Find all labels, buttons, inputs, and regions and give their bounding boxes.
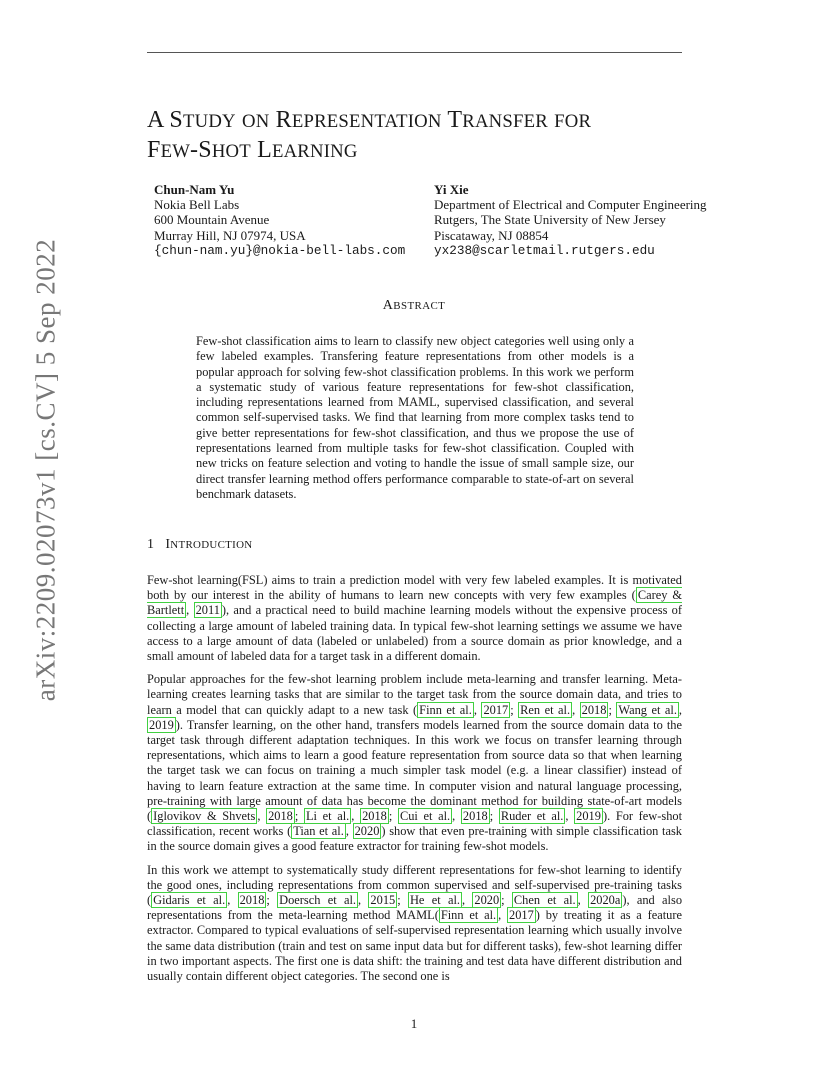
body-text <box>147 573 682 992</box>
citation-link[interactable]: 2018 <box>268 809 293 824</box>
citation-link[interactable]: 2018 <box>581 702 607 717</box>
citation-link[interactable]: 2020a <box>590 893 621 908</box>
citation-link[interactable]: Wang et al. <box>618 702 677 717</box>
author-block-2 <box>434 182 707 258</box>
author-affiliation-line: Department of Electrical and Computer Engineering <box>434 197 707 213</box>
section-heading <box>147 537 252 553</box>
author-name: Yi Xie <box>434 182 469 197</box>
abstract-text: Few-shot classification aims to learn to classify new object categories well using only a few labeled examples. Transfering feature representations from other models is a popular approach for solving few-shot classification problems. In this work we perform a systematic study of various feature representations for few-shot classification, including representations learned from MAML, supervised classification, and several common self-supervised tasks. We find that learning from more complex tasks tend to give better representations for few-shot classification, and thus we propose the use of representations learned from multiple tasks for few-shot classification. Coupled with new tricks on feature selection and voting to handle the issue of small sample size, our direct transfer learning method offers performance comparable to state-of-art on several benchmark datasets. <box>196 334 634 501</box>
paragraph: In this work we attempt to systematically study different representations for few-shot learning to identify the good ones, including representations from common supervised and self-supervised pre-training tasks ( Gidaris et al. , 2018 ; Doersch et al. , 2015 ; He et al. , 2020 ; Chen et al. , 2020a ), and also representations from the meta-learning method MAML( Finn et al. , 2017 ) by treating it as a feature extractor. Compared to typical evaluations of self-supervised representation learning which usually involve the same data distribution (train and test on same input data but for different tasks), few-shot learning differ in two important aspects. The first one is data shift: the training and test data have different distribution and usually contain different object categories. The second one is <box>147 862 683 984</box>
citation-link[interactable]: 2020 <box>354 824 380 839</box>
author-name: Chun-Nam Yu <box>154 182 235 197</box>
section-title: INTRODUCTION <box>165 537 253 552</box>
citation-link[interactable]: Tian et al. <box>293 824 344 839</box>
paragraph: Few-shot learning(FSL) aims to train a prediction model with very few labeled examples. It is motivated both by our interest in the ability of humans to learn new concepts with very few examples ( Carey & Bartlett , 2011 ), and a practical need to build machine learning models without the expensive process of collecting a large amount of labeled training data. In typical few-shot learning settings we assume we have access to a large amount of data (labeled or unlabeled) from a source domain as prior knowledge, and a small amount of labeled data for a target task in a different domain. <box>147 573 682 664</box>
paper-title-line-1: A STUDY ON REPRESENTATION TRANSFER FOR <box>147 107 592 133</box>
author-email: yx238@scarletmail.rutgers.edu <box>434 242 655 258</box>
paper-title-line-2: FEW-SHOT LEARNING <box>147 137 358 163</box>
citation-link[interactable]: 2018 <box>239 893 265 908</box>
paragraph: Popular approaches for the few-shot learning problem include meta-learning and transfer learning. Meta-learning creates learning tasks that are similar to the target task from the source domain data, and tries to learn a model that can quickly adapt to a new task ( Finn et al. , 2017 ; Ren et al. , 2018 ; Wang et al. , 2019 ). Transfer learning, on the other hand, transfers models learned from the source domain data to the target task through different adaptation techniques. In this work we focus on transfer learning through representations, which aims to learn a good feature representation from source data so that when learning the target task we can focus on training a much simpler task model (e.g. a linear classifier) instead of having to learn feature extraction at the same time. In computer vision and natural language processing, pre-training with large amount of data has become the dominant method for building state-of-art models ( Iglovikov & Shvets , 2018 ; Li et al. , 2018 ; Cui et al. , 2018 ; Ruder et al. , 2019 ). For few-shot classification, recent works ( Tian et al. , 2020 ) show that even pre-training with simple classification task in the source domain gives a good feature extractor for training few-shot models. <box>147 672 683 854</box>
abstract-heading: ABSTRACT <box>382 298 446 313</box>
citation-link[interactable]: He et al. <box>409 893 460 908</box>
citation-link[interactable]: Cui et al. <box>399 809 451 824</box>
author-affiliation-line: 600 Mountain Avenue <box>154 212 270 228</box>
author-affiliation-line: Piscataway, NJ 08854 <box>434 227 549 243</box>
citation-link[interactable]: 2019 <box>576 809 601 824</box>
citation-link[interactable]: 2019 <box>149 717 174 732</box>
arxiv-identifier-text: arXiv:2209.02073v1 [cs.CV] 5 Sep 2022 <box>30 238 61 702</box>
citation-link[interactable]: 2015 <box>370 893 396 908</box>
author-email: {chun-nam.yu}@nokia-bell-labs.com <box>154 242 406 258</box>
citation-link[interactable]: 2018 <box>362 809 387 824</box>
author-affiliation-line: Nokia Bell Labs <box>154 197 240 213</box>
author-block-1 <box>154 182 405 258</box>
citation-link[interactable]: Ruder et al. <box>500 809 564 824</box>
citation-link[interactable]: Doersch et al. <box>279 893 357 908</box>
citation-link[interactable]: Ren et al. <box>520 702 571 717</box>
citation-link[interactable]: 2017 <box>509 908 534 923</box>
top-rule <box>147 52 682 53</box>
citation-link[interactable]: Li et al. <box>305 809 350 824</box>
citation-link[interactable]: Chen et al. <box>513 893 576 908</box>
citation-link[interactable]: 2011 <box>195 603 220 618</box>
paper-title <box>147 106 707 166</box>
citation-link[interactable]: 2018 <box>462 809 488 824</box>
page-number: 1 <box>410 1016 418 1031</box>
section-number: 1 <box>147 537 155 552</box>
citation-link[interactable]: 2020 <box>474 893 500 908</box>
citation-link[interactable]: Iglovikov & Shvets <box>153 809 256 824</box>
citation-link[interactable]: 2017 <box>483 702 509 717</box>
citation-link[interactable]: Carey & Bartlett <box>147 588 682 618</box>
author-affiliation-line: Rutgers, The State University of New Jersey <box>434 212 666 228</box>
author-affiliation-line: Murray Hill, NJ 07974, USA <box>154 227 306 243</box>
citation-link[interactable]: Finn et al. <box>440 908 497 923</box>
citation-link[interactable]: Gidaris et al. <box>153 893 226 908</box>
citation-link[interactable]: Finn et al. <box>419 702 472 717</box>
